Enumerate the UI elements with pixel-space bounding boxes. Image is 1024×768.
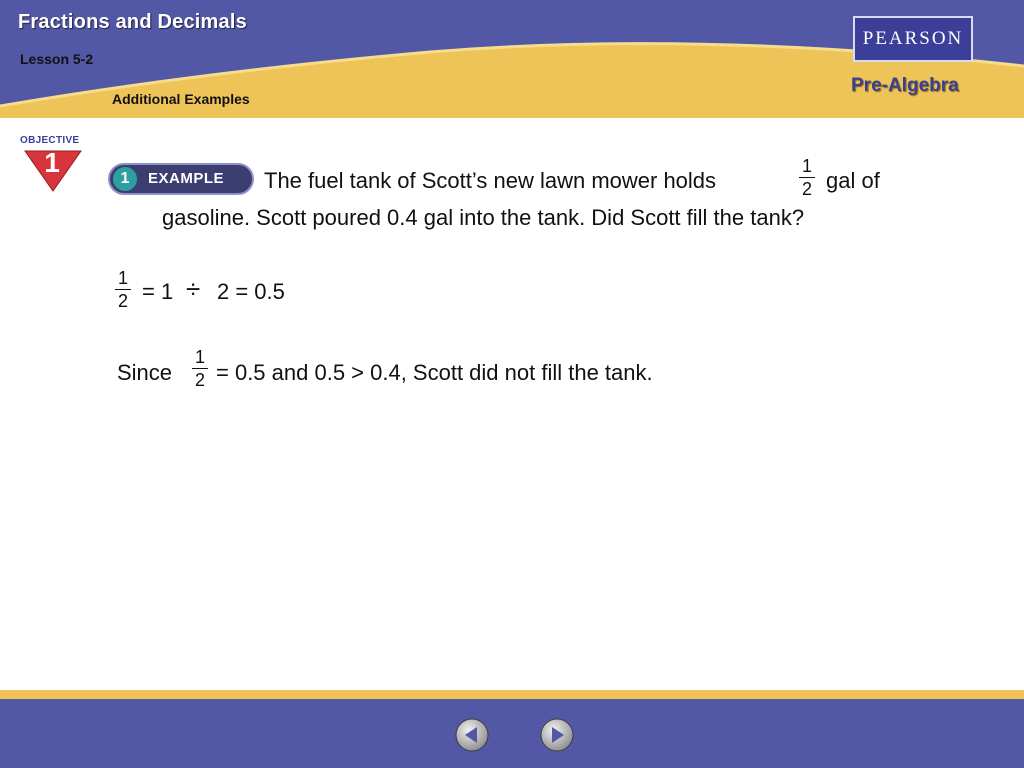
page-title: Fractions and Decimals [18, 11, 247, 33]
conclusion-start: Since [117, 360, 173, 385]
fraction-numerator: 1 [117, 268, 128, 288]
step1-part1: = 1 [142, 279, 174, 304]
fraction-denominator: 2 [801, 179, 812, 199]
fraction-bar [192, 368, 208, 369]
divide-symbol: ÷ [186, 274, 201, 304]
example-badge [108, 163, 254, 195]
header-banner [0, 0, 1024, 118]
problem-line2: gasoline. Scott poured 0.4 gal into the tank. Did Scott fill the tank? [162, 205, 805, 230]
objective-number: 1 [44, 147, 60, 178]
footer-bar [0, 699, 1024, 768]
course-name: Pre-Algebra [851, 75, 959, 96]
fraction-bar [799, 177, 815, 178]
fraction-denominator: 2 [194, 370, 205, 390]
back-button[interactable] [455, 718, 489, 752]
fraction-numerator: 1 [801, 156, 812, 176]
example-number: 1 [113, 167, 137, 191]
pearson-logo: PEARSON [853, 16, 973, 62]
problem-fraction [797, 156, 817, 199]
lesson-label: Lesson 5-2 [20, 51, 94, 67]
problem-line1-start: The fuel tank of Scott’s new lawn mower holds [264, 168, 717, 193]
step1-part2: 2 = 0.5 [217, 279, 285, 304]
example-label: EXAMPLE [148, 170, 225, 187]
conclusion-end: = 0.5 and 0.5 > 0.4, Scott did not fill the tank. [216, 360, 653, 385]
objective-marker [20, 135, 90, 195]
conclusion-fraction [190, 347, 210, 390]
problem-line1-end: gal of [826, 168, 880, 193]
fraction-denominator: 2 [117, 291, 128, 311]
next-button[interactable] [540, 718, 574, 752]
section-label: Additional Examples [112, 91, 250, 107]
fraction-numerator: 1 [194, 347, 205, 367]
footer-stripe [0, 690, 1024, 699]
objective-label: OBJECTIVE [20, 135, 80, 146]
fraction-bar [115, 289, 131, 290]
step1-fraction [113, 268, 133, 311]
